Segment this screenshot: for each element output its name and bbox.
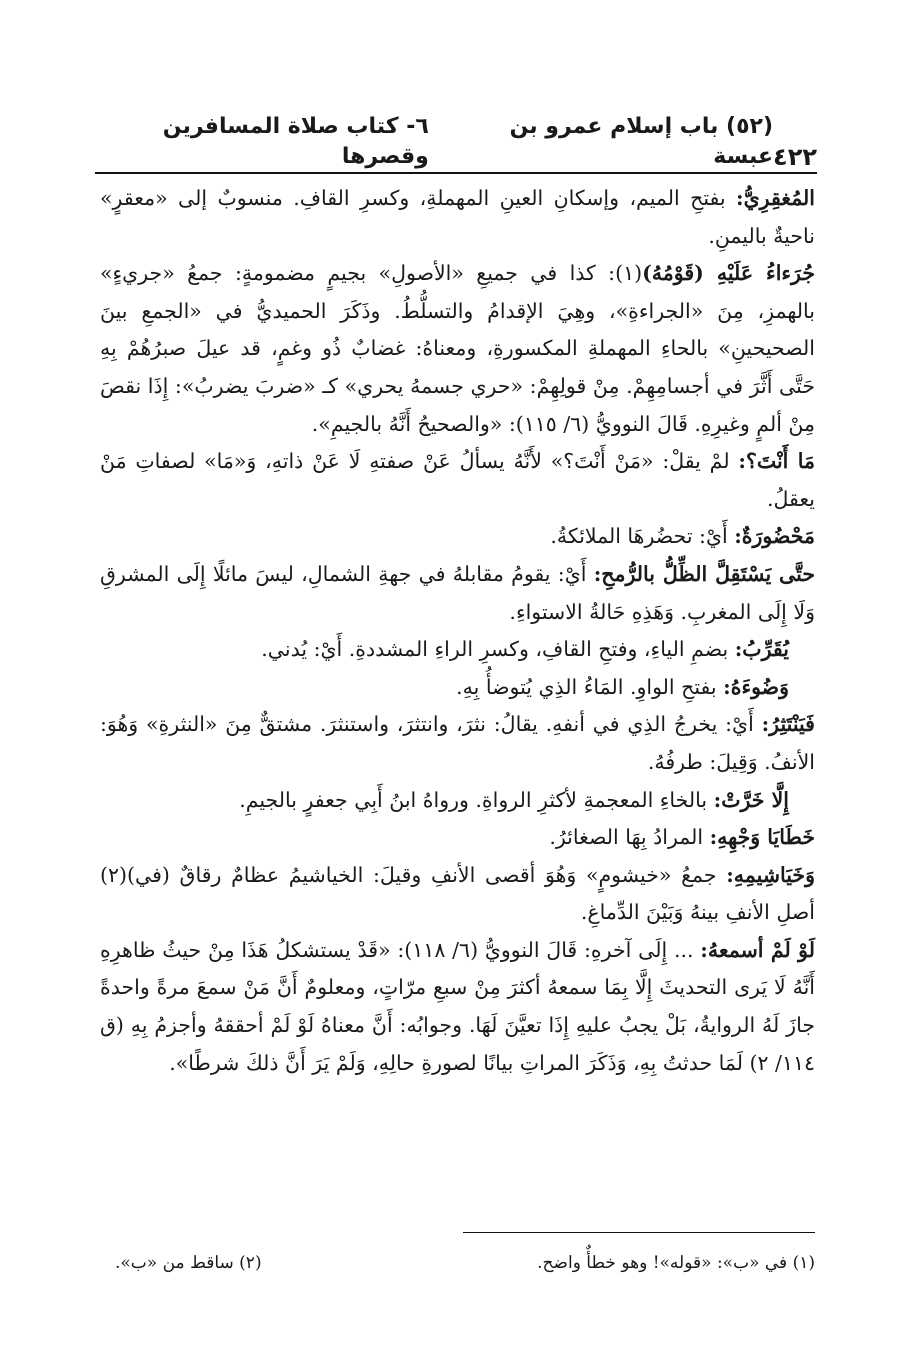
- gloss-paragraph: [100, 706, 815, 781]
- gloss-paragraph: [100, 857, 815, 932]
- gloss-text: ... إِلَى آخرهِ: قَالَ النوويُّ (٦/ ١١٨): «قَدْ يستشكلُ هَذَا مِنْ حيثُ ظاهرِهِ أَنَّهُ لَا يَرى التحديثَ إِلَّا بِمَا سمعهُ أكثرَ مِنْ سبعِ مرّاتٍ، ومعلومٌ أَنَّ مَنْ سمعَ مرةً واحدةً جازَ لَهُ الروايةُ، بَلْ يجبُ عليهِ إِذَا تعيَّنَ لَهَا. وجوابُه: أَنَّ معناهُ لَوْ لَمْ أحققهُ وأجزمُ بِهِ (ق ١١٤/ ٢) لَمَا حدثتُ بِهِ، وَذَكَرَ المراتِ بيانًا لصورةِ حالِهِ، وَلَمْ يَرَ أَنَّ ذلكَ شرطًا».: [100, 937, 815, 1075]
- gloss-term: جُرَءاءُ عَلَيْهِ (قَوْمُهُ): [642, 261, 816, 286]
- gloss-term: وَضُوءَهُ:: [723, 674, 789, 699]
- gloss-term: يُقَرِّبُ:: [734, 637, 789, 662]
- page-number: ٤٢٢: [773, 143, 817, 171]
- gloss-term: لَوْ لَمْ أسمعهُ:: [700, 937, 815, 962]
- gloss-term: حتَّى يَسْتَقِلَّ الظِّلُّ بالرُّمحِ:: [593, 561, 815, 586]
- gloss-text: (١): كذا في جميعِ «الأصولِ» بجيمٍ مضمومةٍ: جمعُ «جريءٍ» بالهمزِ، مِنَ «الجراءةِ»، وهِيَ الإقدامُ والتسلُّطُ. وذَكَرَ الحميديُّ في «الجمعِ بينَ الصحيحينِ» بالحاءِ المهملةِ المكسورةِ، ومعناهُ: غضابٌ ذُو وغمٍ، قد عيلَ صبرُهُمْ بِهِ حَتَّى أَثَّرَ في أجسامِهِمْ. مِنْ قولِهِمْ: «حري جسمهُ يحري» كـ «ضربَ يضربُ»: إِذَا نقصَ مِنْ ألمٍ وغيرِهِ. قَالَ النوويُّ (٦/ ١١٥): «والصحيحُ أَنَّهُ بالجيمِ».: [100, 261, 815, 436]
- main-text: [100, 180, 815, 1082]
- gloss-term: فَيَنْتَثِرُ:: [761, 712, 815, 737]
- gloss-paragraph: [100, 782, 815, 820]
- gloss-paragraph: [100, 669, 815, 707]
- gloss-text: أَيْ: يقومُ مقابلهُ في جهةِ الشمالِ، ليسَ مائلًا إِلَى المشرقِ وَلَا إِلَى المغربِ. وَهَذِهِ حَالةُ الاستواءِ.: [100, 561, 815, 624]
- gloss-paragraph: [100, 556, 815, 631]
- gloss-text: المرادُ بِهَا الصغائرُ.: [549, 825, 710, 850]
- footnote-rule: [463, 1232, 815, 1233]
- gloss-term: إِلَّا خَرَّتْ:: [713, 787, 789, 812]
- gloss-paragraph: [100, 180, 815, 255]
- gloss-text: بضمِ الياءِ، وفتحِ القافِ، وكسرِ الراءِ المشددةِ. أَيْ: يُدني.: [261, 637, 735, 662]
- gloss-text: بفتحِ الميم، وإسكانِ العينِ المهملةِ، وكسرِ القافِ. منسوبٌ إلى «معقرٍ» ناحيةٌ باليمنِ.: [100, 186, 815, 248]
- footnote-2: (٢) ساقط من «ب».: [115, 1253, 262, 1273]
- gloss-text: جمعُ «خيشومٍ» وَهُوَ أقصى الأنفِ وقيلَ: الخياشيمُ عظامٌ رقاقٌ (في)(٢) أصلِ الأنفِ بينهُ وَبَيْنَ الدِّماغِ.: [100, 862, 815, 925]
- book-title: ٦- كتاب صلاة المسافرين وقصرها: [162, 114, 429, 169]
- footnote-1: (١) في «ب»: «قوله»! وهو خطأٌ واضح.: [537, 1253, 815, 1273]
- gloss-term: مَحْضُورَةٌ:: [734, 524, 815, 549]
- chapter-title: (٥٢) باب إسلام عمرو بن عبسة: [509, 114, 774, 169]
- gloss-term: خَطَايَا وَجْهِهِ:: [709, 825, 815, 850]
- gloss-paragraph: [100, 443, 815, 518]
- gloss-paragraph: [100, 932, 815, 1082]
- running-header: [95, 114, 817, 172]
- header-rule: [95, 172, 817, 174]
- gloss-term: مَا أَنْتَ؟:: [738, 449, 815, 474]
- gloss-text: أَيْ: تحضُرهَا الملائكةُ.: [550, 524, 735, 549]
- gloss-paragraph: [100, 518, 815, 556]
- gloss-paragraph: [100, 819, 815, 857]
- gloss-text: لمْ يقلْ: «مَنْ أَنْتَ؟» لأَنَّهُ يسألُ عَنْ صفتهِ لَا عَنْ ذاتهِ، وَ«مَا» لصفاتِ مَنْ يعقلُ.: [100, 449, 815, 511]
- gloss-text: بفتحِ الواوِ. المَاءُ الذِي يُتوضأُ بِهِ.: [456, 674, 724, 699]
- gloss-text: أَيْ: يخرجُ الذِي في أنفهِ. يقالُ: نثرَ، وانتثرَ، واستنثرَ. مشتقٌّ مِنَ «النثرةِ» وَهُوَ: الأنفُ. وَقِيلَ: طرفُهُ.: [100, 712, 815, 774]
- gloss-term: وَخَيَاشِيمِهِ:: [726, 862, 815, 887]
- gloss-text: بالخاءِ المعجمةِ لأكثرِ الرواةِ. ورواهُ ابنُ أَبِي جعفرٍ بالجيمِ.: [239, 787, 714, 812]
- header-titles: [95, 112, 773, 172]
- gloss-term: المُغقِرِيُّ:: [736, 186, 815, 210]
- footnotes: [100, 1248, 815, 1278]
- gloss-paragraph: [100, 255, 815, 443]
- gloss-paragraph: [100, 631, 815, 669]
